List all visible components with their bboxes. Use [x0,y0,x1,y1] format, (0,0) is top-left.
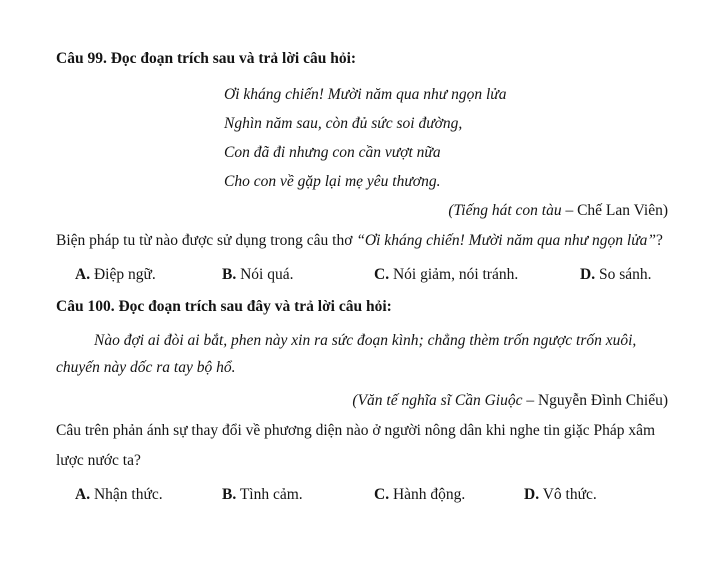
option-c-label: C. [374,266,390,283]
option-d-label: D. [524,486,540,503]
option-a [75,260,222,290]
question-text-quote: “Ơi kháng chiến! Mười năm qua như ngọn lửa” [356,232,657,249]
question-100 [56,292,668,510]
option-b [222,260,374,290]
question-99-source [56,196,668,225]
option-d-text: Vô thức. [542,486,597,503]
option-a-text: Nhận thức. [93,486,163,503]
option-a [75,480,222,510]
option-b-label: B. [222,486,237,503]
question-99-options [75,260,668,290]
question-100-heading: Câu 100. Đọc đoạn trích sau đây và trả lời câu hỏi: [56,298,392,315]
question-99-text [56,226,668,256]
option-c [374,480,524,510]
question-100-excerpt: Nào đợi ai đòi ai bắt, phen này xin ra sức đoạn kình; chẳng thèm trốn ngược trốn xuôi, chuyến này dốc ra tay bộ hổ. [56,332,637,376]
poem-line: Ơi kháng chiến! Mười năm qua như ngọn lửa [224,86,507,103]
question-99-poem [224,80,668,196]
question-text-prefix: Biện pháp tu từ nào được sử dụng trong câu thơ [56,232,357,249]
option-b-label: B. [222,266,237,283]
source-title: (Tiếng hát con tàu [448,202,562,219]
poem-line: Cho con về gặp lại mẹ yêu thương. [224,173,441,190]
question-text-suffix: ? [656,232,663,249]
option-d [524,480,668,510]
option-d-text: So sánh. [598,266,652,283]
question-99-heading: Câu 99. Đọc đoạn trích sau và trả lời câu hỏi: [56,50,357,67]
option-c-text: Nói giảm, nói tránh. [392,266,519,283]
option-b-text: Nói quá. [240,266,294,283]
option-b-text: Tình cảm. [239,486,303,503]
question-99 [56,44,668,290]
poem-line: Con đã đi nhưng con cần vượt nữa [224,144,441,161]
option-d [580,260,668,290]
option-d-label: D. [580,266,596,283]
option-c [374,260,580,290]
question-100-text: Câu trên phản ánh sự thay đổi về phương diện nào ở người nông dân khi nghe tin giặc Pháp xâm lược nước ta? [56,422,656,469]
option-c-text: Hành động. [392,486,466,503]
option-c-label: C. [374,486,390,503]
option-b [222,480,374,510]
option-a-text: Điệp ngữ. [93,266,156,283]
option-a-label: A. [75,266,91,283]
source-title: (Văn tế nghĩa sĩ Cần Giuộc [352,392,523,409]
question-100-source [56,386,668,415]
option-a-label: A. [75,486,91,503]
source-author: – Nguyễn Đình Chiểu) [522,392,668,409]
poem-line: Nghìn năm sau, còn đủ sức soi đường, [224,115,463,132]
source-author: – Chế Lan Viên) [561,202,668,219]
question-100-options [75,480,668,510]
